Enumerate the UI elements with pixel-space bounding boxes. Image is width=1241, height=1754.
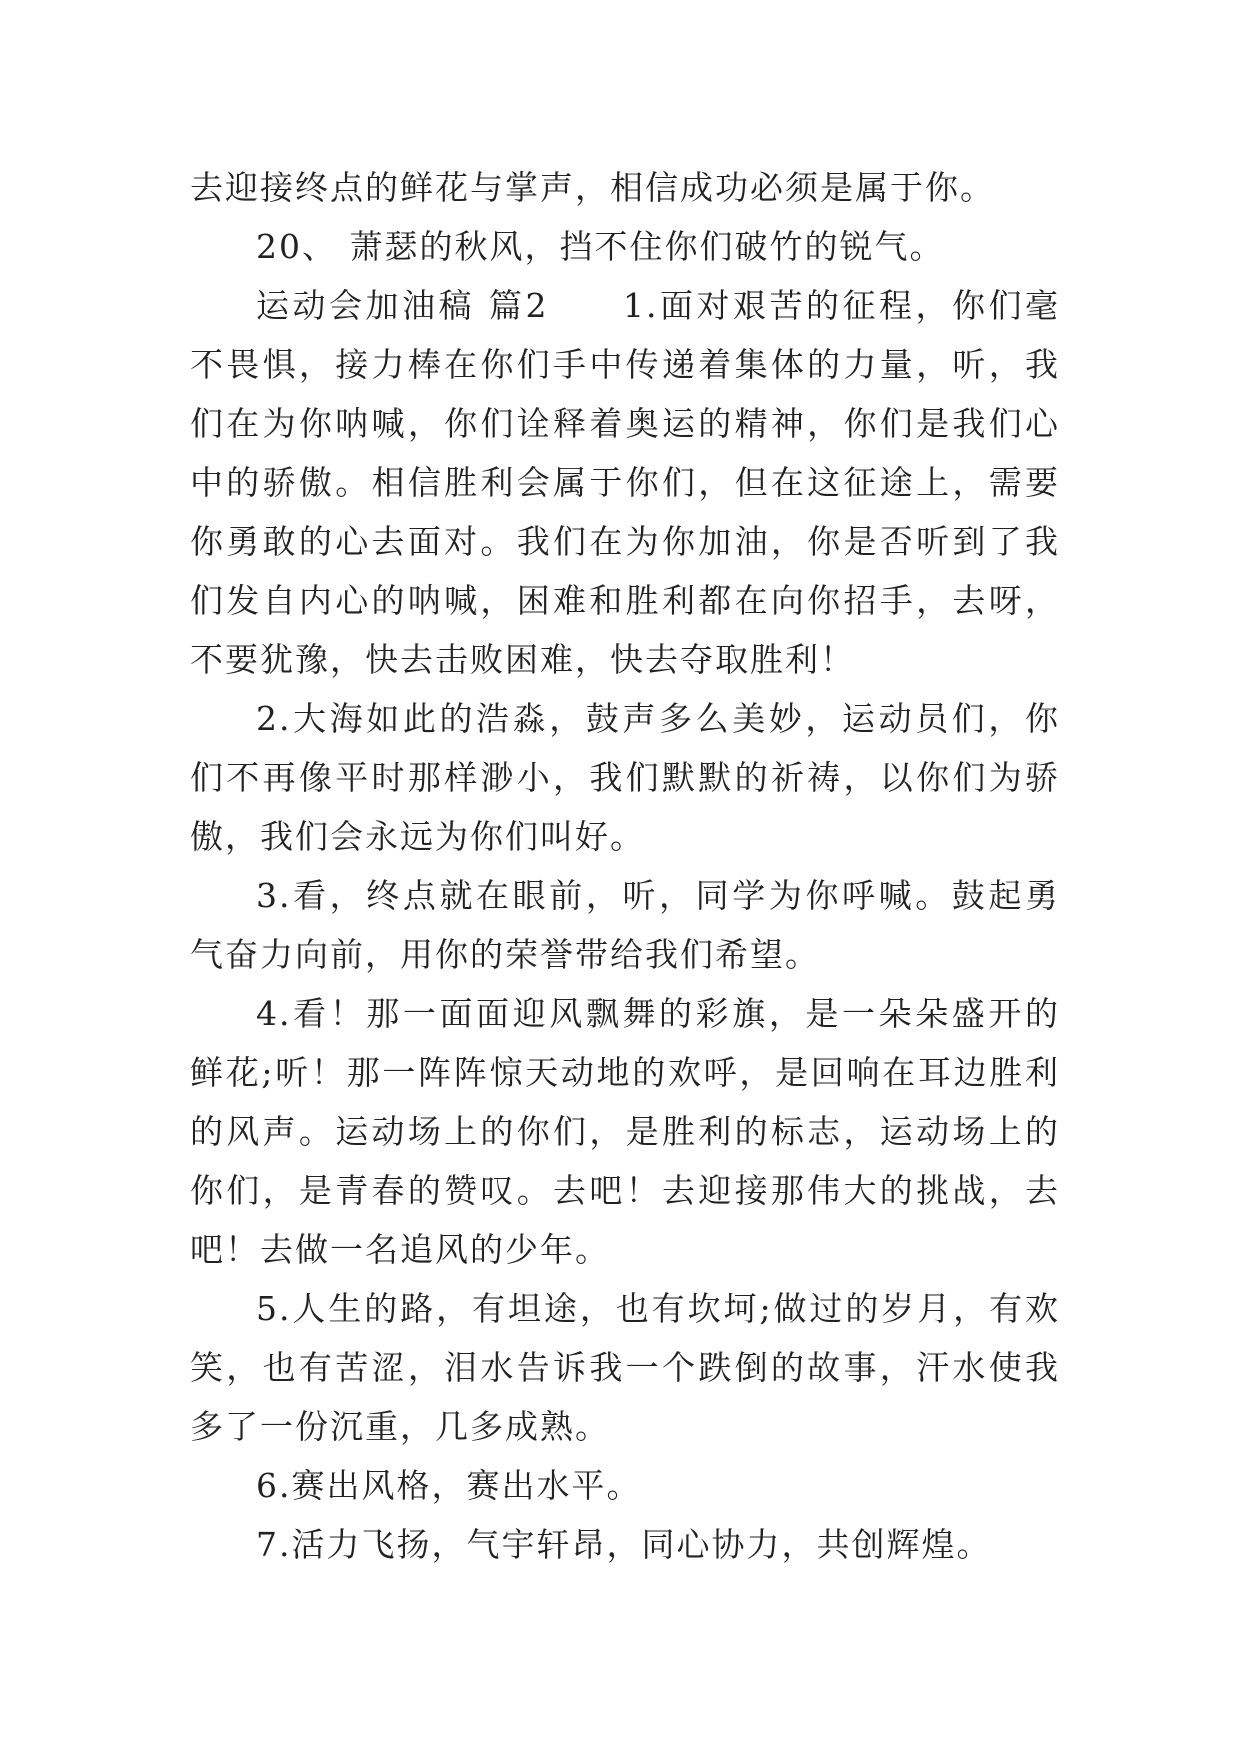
paragraph-continuation: 去迎接终点的鲜花与掌声，相信成功必须是属于你。	[190, 168, 995, 207]
paragraph-item-5: 5.人生的路，有坦途，也有坎坷;做过的岁月，有欢笑，也有苦涩，泪水告诉我一个跌倒的故事，汗水使我多了一份沉重，几多成熟。	[190, 1289, 1060, 1446]
paragraph-item-20: 20、 萧瑟的秋风，挡不住你们破竹的锐气。	[256, 227, 945, 266]
paragraph-item-2: 2.大海如此的浩淼，鼓声多么美妙，运动员们，你们不再像平时那样渺小，我们默默的祈祷，以你们为骄傲，我们会永远为你们叫好。	[190, 699, 1060, 856]
paragraph-item-4: 4.看！那一面面迎风飘舞的彩旗，是一朵朵盛开的鲜花;听！那一阵阵惊天动地的欢呼，是回响在耳边胜利的风声。运动场上的你们，是胜利的标志，运动场上的你们，是青春的赞叹。去吧！去迎接那伟大的挑战，去吧！去做一名追风的少年。	[190, 994, 1060, 1269]
paragraph-item-7: 7.活力飞扬，气宇轩昂，同心协力，共创辉煌。	[256, 1525, 992, 1564]
paragraph-item-6: 6.赛出风格，赛出水平。	[256, 1466, 642, 1505]
paragraph-item-3: 3.看，终点就在眼前，听，同学为你呼喊。鼓起勇气奋力向前，用你的荣誉带给我们希望。	[190, 876, 1060, 974]
paragraph-section-2: 运动会加油稿 篇2 1.面对艰苦的征程，你们毫不畏惧，接力棒在你们手中传递着集体的力量，听，我们在为你呐喊，你们诠释着奥运的精神，你们是我们心中的骄傲。相信胜利会属于你们，但在这征途上，需要你勇敢的心去面对。我们在为你加油，你是否听到了我们发自内心的呐喊，困难和胜利都在向你招手，去呀，不要犹豫，快去击败困难，快去夺取胜利！	[190, 286, 1060, 679]
document-body	[190, 158, 1060, 1574]
